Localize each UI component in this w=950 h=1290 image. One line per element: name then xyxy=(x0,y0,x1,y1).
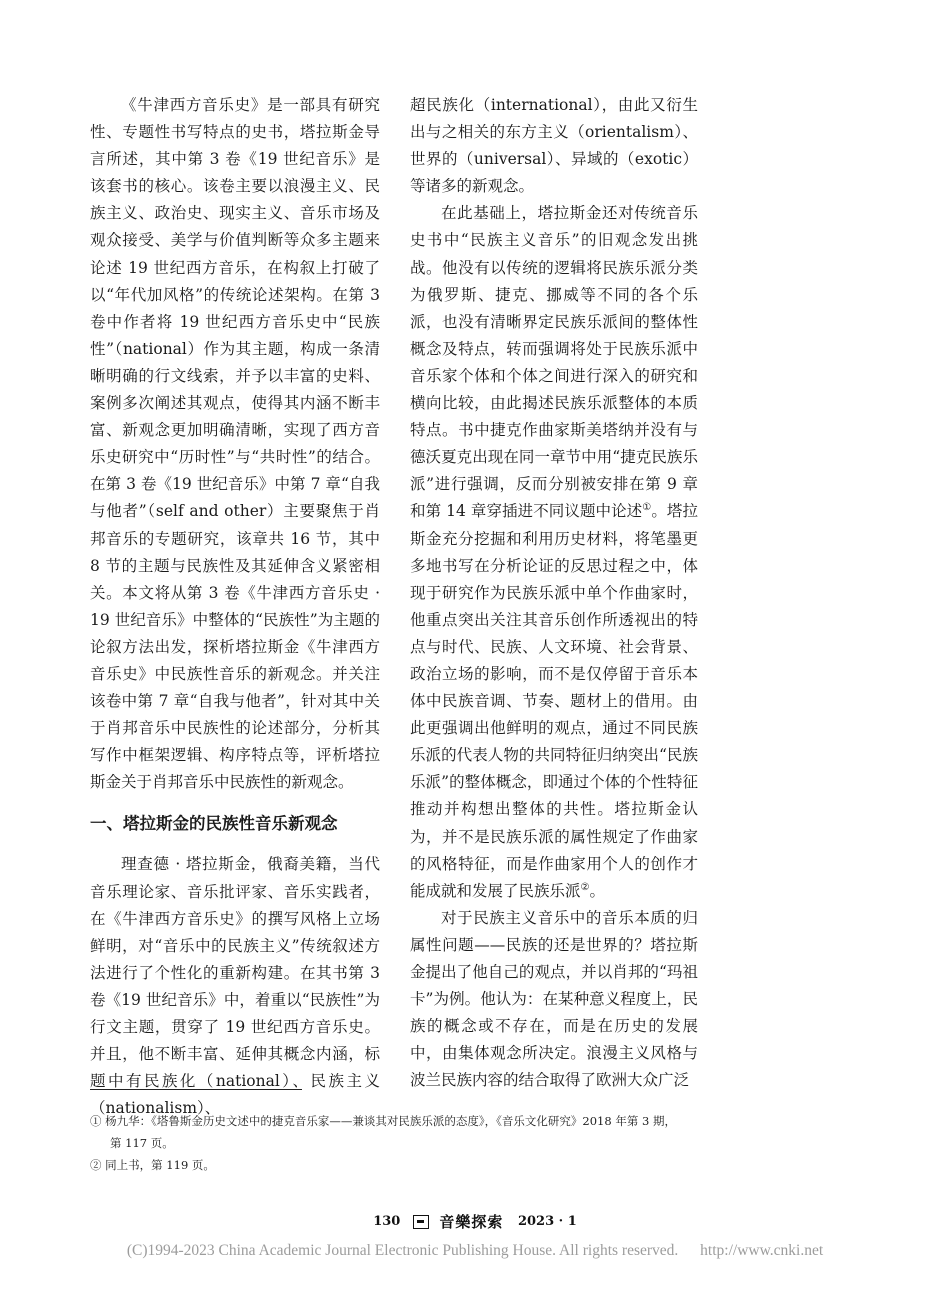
page-footer xyxy=(0,1211,950,1232)
footnote-1: ① 杨九华：《塔鲁斯金历史文述中的捷克音乐家——兼谈其对民族乐派的态度》，《音乐文化研究》2018 年第 3 期， xyxy=(90,1114,676,1128)
footnote-divider xyxy=(90,1089,302,1090)
footnote-2: ② 同上书，第 119 页。 xyxy=(90,1158,215,1172)
copyright-line xyxy=(0,1242,950,1260)
body-paragraph: 《牛津西方音乐史》是一部具有研究性、专题性书写特点的史书，塔拉斯金导言所述，其中第 3 卷《19 世纪音乐》是该套书的核心。该卷主要以浪漫主义、民族主义、政治史、现实主义、音乐市场及观众接受、美学与价值判断等众多主题来论述 19 世纪西方音乐，在构叙上打破了以“年代加风格”的传统论述架构。在第 3 卷中作者将 19 世纪西方音乐史中“民族性”（national）作为其主题，构成一条清晰明确的行文线索，并予以丰富的史料、案例多次阐述其观点，使得其内涵不断丰富、新观念更加明确清晰，实现了西方音乐史研究中“历时性”与“共时性”的结合。在第 3 卷《19 世纪音乐》中第 7 章“自我与他者”（self and other）主要聚焦于肖邦音乐的专题研究，该章共 16 节，其中 8 节的主题与民族性及其延伸含义紧密相关。本文将从第 3 卷《牛津西方音乐史 · 19 世纪音乐》中整体的“民族性”为主题的论叙方法出发，探析塔拉斯金《牛津西方音乐史》中民族性音乐的新观念。并关注该卷中第 7 章“自我与他者”，针对其中关于肖邦音乐中民族性的论述部分，分析其写作中框架逻辑、构序特点等，评析塔拉斯金关于肖邦音乐中民族性的新观念。 xyxy=(90,96,380,792)
copyright-text: (C)1994-2023 China Academic Journal Electronic Publishing House. All rights reserved. xyxy=(126,1242,679,1259)
body-paragraph xyxy=(410,200,698,904)
text-run: 。 xyxy=(589,881,605,900)
left-column xyxy=(90,92,380,1122)
body-paragraph: 理查德 · 塔拉斯金，俄裔美籍，当代音乐理论家、音乐批评家、音乐实践者，在《牛津西方音乐史》的撰写风格上立场鲜明，对“音乐中的民族主义”传统叙述方法进行了个性化的重新构建。在其书第 3 卷《19 世纪音乐》中，着重以“民族性”为行文主题，贯穿了 19 世纪西方音乐史。并且，他不断丰富、延伸其概念内涵，标题中有民族化（national）、民族主义（nationalism）、 xyxy=(90,855,380,1118)
section-heading: 一、塔拉斯金的民族性音乐新观念 xyxy=(90,814,338,834)
text-run: 在此基础上，塔拉斯金还对传统音乐史书中“民族主义音乐”的旧观念发出挑战。他没有以传统的逻辑将民族乐派分类为俄罗斯、捷克、挪威等不同的各个乐派，也没有清晰界定民族乐派间的整体性概念及特点，转而强调将处于民族乐派中音乐家个体和个体之间进行深入的研究和横向比较，由此揭述民族乐派整体的本质特点。书中捷克作曲家斯美塔纳并没有与德沃夏克出现在同一章节中用“捷克民族乐派”进行强调，反而分别被安排在第 9 章和第 14 章穿插进不同议题中论述 xyxy=(410,204,698,521)
text-run: 。塔拉斯金充分挖掘和利用历史材料，将笔墨更多地书写在分析论证的反思过程之中，体现于研究作为民族乐派中单个作曲家时，他重点突出关注其音乐创作所透视出的特点与时代、民族、人文环境、社会背景、政治立场的影响，而不是仅停留于音乐本体中民族音调、节奏、题材上的借用。由此更强调出他鲜明的观点，通过不同民族乐派的代表人物的共同特征归纳突出“民族乐派”的整体概念，即通过个体的个性特征推动并构想出整体的共性。塔拉斯金认为，并不是民族乐派的属性规定了作曲家的风格特征，而是作曲家用个人的创作才能成就和发展了民族乐派 xyxy=(410,502,698,900)
footnote-ref-1[interactable]: ① xyxy=(642,502,652,514)
footnotes xyxy=(90,1110,702,1176)
footnote-ref-2[interactable]: ② xyxy=(580,881,590,893)
footnote-1-continued: 第 117 页。 xyxy=(110,1136,174,1150)
right-column xyxy=(410,92,698,1094)
issue-number: 2023 · 1 xyxy=(517,1214,577,1229)
body-paragraph: 对于民族主义音乐中的音乐本质的归属性问题——民族的还是世界的？塔拉斯金提出了他自己的观点，并以肖邦的“玛祖卡”为例。他认为：在某种意义程度上，民族的概念或不存在，而是在历史的发展中，由集体观念所决定。浪漫主义风格与波兰民族内容的结合取得了欧洲大众广泛 xyxy=(410,908,698,1090)
page-number: 130 xyxy=(373,1214,401,1229)
journal-name: 音樂探索 xyxy=(439,1213,504,1231)
journal-logo-icon xyxy=(413,1215,429,1229)
body-paragraph-continued: 超民族化（international），由此又衍生出与之相关的东方主义（orientalism）、世界的（universal）、异域的（exotic）等诸多的新观念。 xyxy=(410,96,698,196)
cnki-link[interactable]: http://www.cnki.net xyxy=(700,1242,824,1259)
